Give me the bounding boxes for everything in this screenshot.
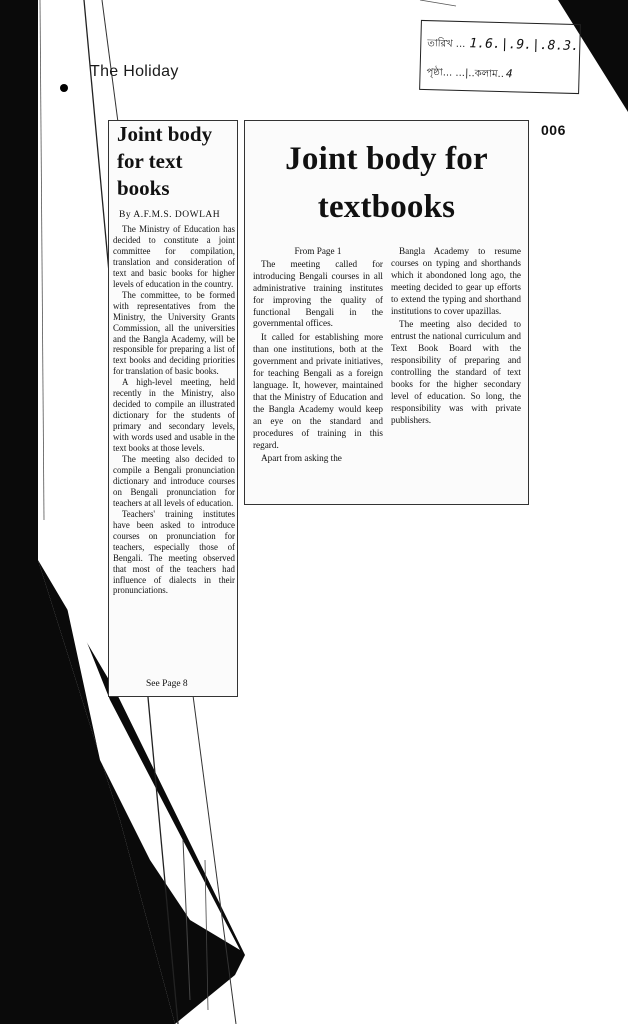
- left-body: [113, 224, 235, 596]
- stamp-page-handwritten: 4: [505, 67, 513, 81]
- right-headline: Joint body for textbooks: [285, 141, 488, 225]
- right-column-1: [253, 246, 383, 467]
- left-clipping: [108, 120, 238, 697]
- from-page-label: From Page 1: [294, 246, 342, 256]
- left-paragraph: The Ministry of Education has decided to constitute a joint committee for compilation, translation and consideration of text and basic books for higher levels of education in the country.: [113, 224, 235, 289]
- left-paragraph: The committee, to be formed with representatives from the Ministry, the University Grants Commission, all the universities and the Bangla Academy, will be responsible for preparing a list of text books and deciding priorities for translation of basic books.: [113, 289, 235, 377]
- right-paragraph: It called for establishing more than one institutions, both at the government and private initiatives, for teaching Bengali as a foreign language. It, however, maintained that the Ministry of Education and the Bangla Academy would keep an eye on the standard and procedures of training in this regard.: [253, 332, 383, 450]
- right-paragraph: Bangla Academy to resume courses on typing and shorthands which it abondoned long ago, the meeting decided to gear up efforts to extend the typing and shorthand institutions to cover upazillas.: [391, 246, 521, 316]
- stamp-page-label: পৃষ্ঠা... ...|..কলাম..: [426, 67, 505, 81]
- right-paragraph: The meeting called for introducing Bengali courses in all administrative training institutes for improving the quality of functional Bengali in the governmental offices.: [253, 258, 383, 329]
- stamp-date-handwritten: 1.6.|.9.|.8.3.: [469, 36, 580, 55]
- scratch-line: [420, 0, 456, 6]
- stamp-page-row: [426, 65, 512, 84]
- left-headline: Joint body for text books: [117, 122, 213, 200]
- left-paragraph: Teachers' training institutes have been asked to introduce courses on pronunciation for teachers, especially those of Bengali. The meeting observed that most of the teachers had influence of dialects in their pronunciations.: [113, 508, 235, 596]
- hole-punch-mark: [60, 84, 68, 92]
- stamp-date-label: তারিখ ...: [427, 38, 466, 51]
- archive-stamp: [419, 20, 581, 94]
- stamp-date-row: [427, 35, 579, 57]
- right-clipping: [244, 120, 529, 505]
- left-continued-note: See Page 8: [146, 679, 188, 689]
- left-paragraph: A high-level meeting, held recently in the Ministry, also decided to compile an illustrated dictionary for the students of primary and secondary levels, with words used and usable in the text books at those levels.: [113, 377, 235, 454]
- right-paragraph: The meeting also decided to entrust the national curriculum and Text Book Board with the responsibility of preparing and controlling the standard of text books for the higher secondary level of education. So long, the responsibility was with private publishers.: [391, 319, 521, 425]
- left-byline: By A.F.M.S. DOWLAH: [119, 210, 221, 220]
- scratch-line: [40, 0, 44, 520]
- publication-name: The Holiday: [90, 63, 179, 80]
- right-paragraph: Apart from asking the: [261, 453, 342, 464]
- right-column-2: [391, 246, 521, 429]
- archive-page-number: 006: [541, 122, 566, 138]
- left-paragraph: The meeting also decided to compile a Bengali pronunciation dictionary and introduce courses on Bengali pronunciation for teachers at all levels of education.: [113, 454, 235, 508]
